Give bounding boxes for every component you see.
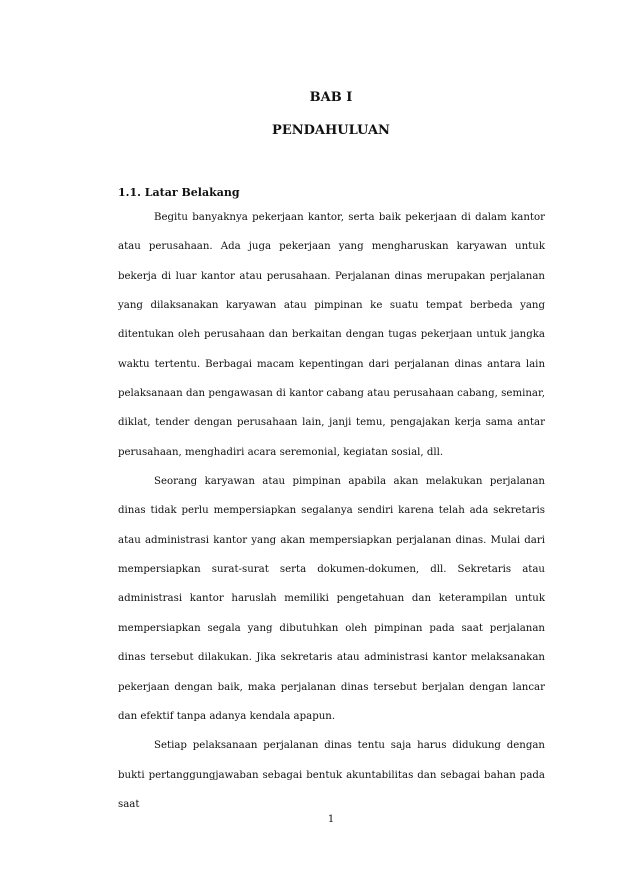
paragraph-3: Setiap pelaksanaan perjalanan dinas tentu saja harus didukung dengan bukti pertanggungjawaban sebagai bentuk akuntabilitas dan sebagai bahan pada saat — [118, 740, 545, 810]
chapter-title: PENDAHULUAN — [272, 123, 390, 138]
chapter-number: BAB I — [309, 90, 353, 105]
paragraph-2: Seorang karyawan atau pimpinan apabila akan melakukan perjalanan dinas tidak perlu mempersiapkan segalanya sendiri karena telah ada sekretaris atau administrasi kantor yang akan mempersiapkan perjalanan dinas. Mulai dari mempersiapkan surat-surat serta dokumen-dokumen, dll. Sekretaris atau administrasi kantor haruslah memiliki pengetahuan dan keterampilan untuk mempersiapkan segala yang dibutuhkan oleh pimpinan pada saat perjalanan dinas tersebut dilakukan. Jika sekretaris atau administrasi kantor melaksanakan pekerjaan dengan baik, maka perjalanan dinas tersebut berjalan dengan lancar dan efektif tanpa adanya kendala apapun. — [118, 476, 545, 722]
body-text — [118, 203, 545, 819]
page-number: 1 — [327, 814, 335, 825]
paragraph-1: Begitu banyaknya pekerjaan kantor, serta baik pekerjaan di dalam kantor atau perusahaan. Ada juga pekerjaan yang mengharuskan karyawan untuk bekerja di luar kantor atau perusahaan. Perjalanan dinas merupakan perjalanan yang dilaksanakan karyawan atau pimpinan ke suatu tempat berbeda yang ditentukan oleh perusahaan dan berkaitan dengan tugas pekerjaan untuk jangka waktu tertentu. Berbagai macam kepentingan dari perjalanan dinas antara lain pelaksanaan dan pengawasan di kantor cabang atau perusahaan cabang, seminar, diklat, tender dengan perusahaan lain, janji temu, pengajakan kerja sama antar perusahaan, menghadiri acara seremonial, kegiatan sosial, dll. — [118, 212, 545, 458]
section-heading: 1.1. Latar Belakang — [118, 186, 240, 199]
